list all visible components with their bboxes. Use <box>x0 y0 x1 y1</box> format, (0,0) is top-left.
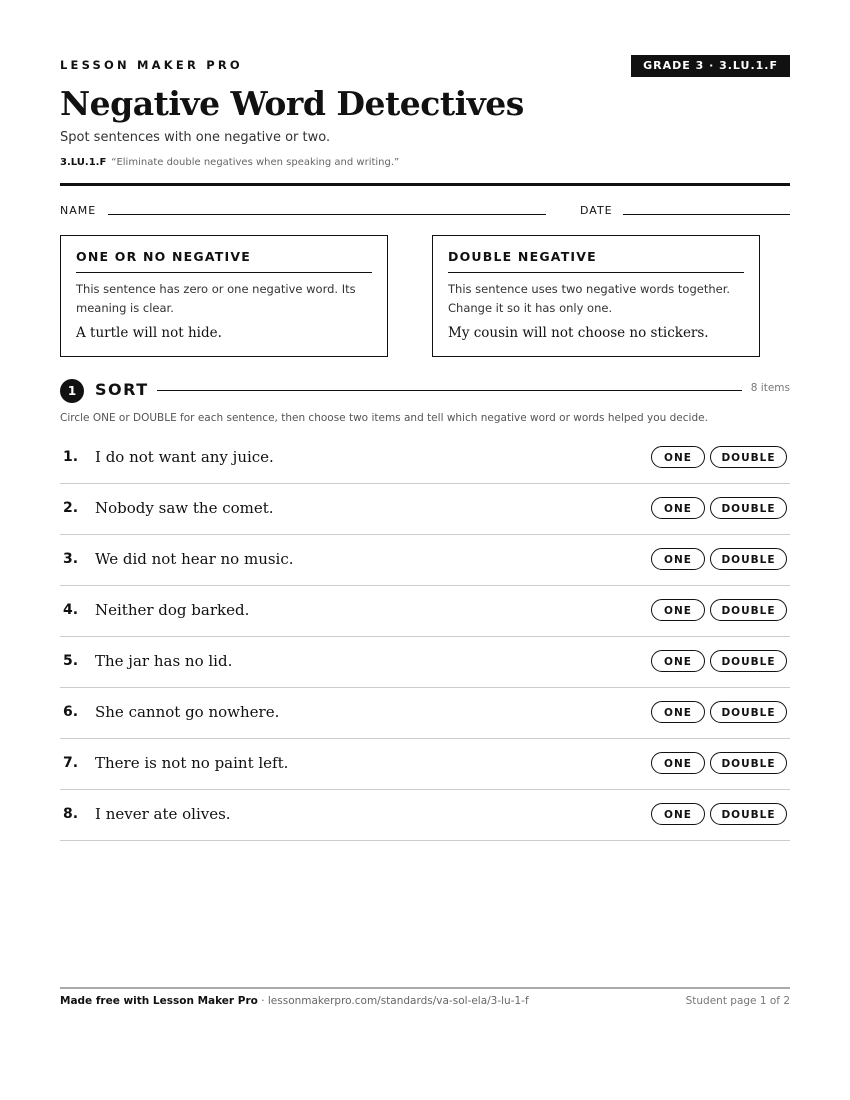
definition-description: This sentence has zero or one negative word. Its meaning is clear. <box>76 282 356 315</box>
grade-badge: GRADE 3 · 3.LU.1.F <box>631 55 790 77</box>
header-divider <box>60 183 790 186</box>
definition-box-double <box>432 235 760 357</box>
item-sentence: She cannot go nowhere. <box>95 703 280 721</box>
page-subtitle: Spot sentences with one negative or two. <box>60 130 331 145</box>
item-sentence: Neither dog barked. <box>95 601 250 619</box>
list-item <box>60 535 790 586</box>
section-title: SORT <box>95 380 149 399</box>
footer-url[interactable]: · lessonmakerpro.com/standards/va-sol-ela/3-lu-1-f <box>257 995 529 1007</box>
one-option[interactable]: ONE <box>651 548 705 570</box>
section-divider <box>157 390 742 391</box>
one-option[interactable]: ONE <box>651 650 705 672</box>
name-field[interactable] <box>108 214 546 215</box>
double-option[interactable]: DOUBLE <box>710 803 787 825</box>
list-item <box>60 586 790 637</box>
double-option[interactable]: DOUBLE <box>710 701 787 723</box>
page-indicator: Student page 1 of 2 <box>685 995 790 1007</box>
item-sentence: The jar has no lid. <box>95 652 233 670</box>
definition-description: This sentence uses two negative words together. Change it so it has only one. <box>448 282 731 315</box>
double-option[interactable]: DOUBLE <box>710 497 787 519</box>
list-item <box>60 688 790 739</box>
one-option[interactable]: ONE <box>651 701 705 723</box>
item-number: 2. <box>63 500 79 516</box>
item-number: 5. <box>63 653 79 669</box>
item-sentence: I do not want any juice. <box>95 448 274 466</box>
definition-example: My cousin will not choose no stickers. <box>448 325 709 341</box>
page-title: Negative Word Detectives <box>60 84 524 123</box>
definition-title: DOUBLE NEGATIVE <box>448 249 597 264</box>
list-item <box>60 790 790 841</box>
definition-divider <box>448 272 744 273</box>
one-option[interactable]: ONE <box>651 803 705 825</box>
double-option[interactable]: DOUBLE <box>710 752 787 774</box>
definition-example: A turtle will not hide. <box>76 325 222 341</box>
definition-divider <box>76 272 372 273</box>
item-number: 4. <box>63 602 79 618</box>
list-item <box>60 637 790 688</box>
item-number: 8. <box>63 806 79 822</box>
footer-made-with: Made free with Lesson Maker Pro <box>60 995 258 1007</box>
item-sentence: Nobody saw the comet. <box>95 499 274 517</box>
footer-divider <box>60 987 790 989</box>
definition-title: ONE OR NO NEGATIVE <box>76 249 251 264</box>
item-number: 3. <box>63 551 79 567</box>
double-option[interactable]: DOUBLE <box>710 548 787 570</box>
section-instructions: Circle ONE or DOUBLE for each sentence, then choose two items and tell which negative word or words helped you decide. <box>60 412 708 424</box>
definition-box-one <box>60 235 388 357</box>
date-field[interactable] <box>623 214 790 215</box>
double-option[interactable]: DOUBLE <box>710 446 787 468</box>
item-sentence: I never ate olives. <box>95 805 231 823</box>
one-option[interactable]: ONE <box>651 446 705 468</box>
section-number: 1 <box>60 379 84 403</box>
list-item <box>60 739 790 790</box>
standard-quote: “Eliminate double negatives when speaking and writing.” <box>111 157 400 168</box>
item-number: 6. <box>63 704 79 720</box>
standard-line <box>60 157 399 168</box>
list-item <box>60 433 790 484</box>
item-number: 1. <box>63 449 79 465</box>
name-label: NAME <box>60 204 97 217</box>
one-option[interactable]: ONE <box>651 599 705 621</box>
standard-code: 3.LU.1.F <box>60 157 107 168</box>
item-sentence: We did not hear no music. <box>95 550 294 568</box>
one-option[interactable]: ONE <box>651 497 705 519</box>
item-number: 7. <box>63 755 79 771</box>
item-count: 8 items <box>750 382 790 394</box>
date-label: DATE <box>580 204 613 217</box>
double-option[interactable]: DOUBLE <box>710 650 787 672</box>
brand-name: LESSON MAKER PRO <box>60 58 243 72</box>
item-list <box>60 433 790 841</box>
item-sentence: There is not no paint left. <box>95 754 289 772</box>
one-option[interactable]: ONE <box>651 752 705 774</box>
footer-credit <box>60 995 529 1007</box>
list-item <box>60 484 790 535</box>
double-option[interactable]: DOUBLE <box>710 599 787 621</box>
